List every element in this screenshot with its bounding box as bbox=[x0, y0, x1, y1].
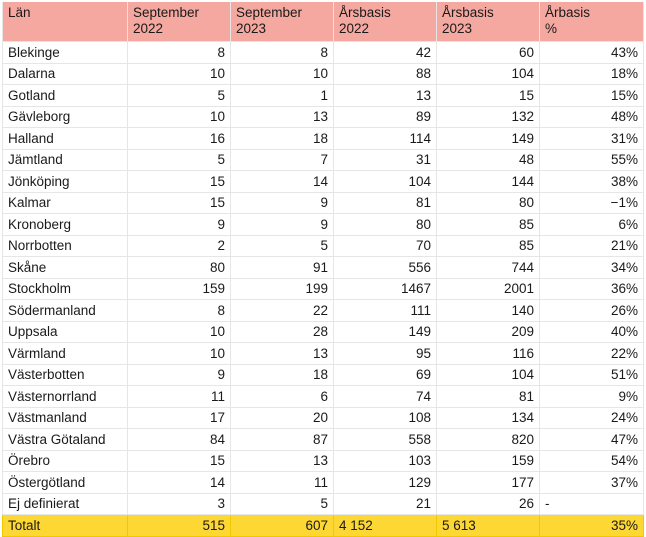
table-row bbox=[3, 149, 644, 171]
column-header-arsbasis-2023 bbox=[437, 2, 540, 42]
cell-arbasis-percent: 48% bbox=[540, 106, 644, 128]
table-row bbox=[3, 450, 644, 472]
cell-arbasis-percent: 18% bbox=[540, 63, 644, 85]
cell-arsbasis-2022: 103 bbox=[334, 450, 437, 472]
cell-county-name: Västmanland bbox=[3, 407, 128, 429]
column-header-sublabel: 2023 bbox=[442, 21, 473, 36]
table-row bbox=[3, 85, 644, 107]
cell-september-2023: 10 bbox=[231, 63, 334, 85]
column-header-september-2022 bbox=[128, 2, 231, 42]
cell-arsbasis-2023: 48 bbox=[437, 149, 540, 171]
column-header-label: Årbasis bbox=[545, 5, 591, 20]
table-row bbox=[3, 235, 644, 257]
column-header-arbasis-percent bbox=[540, 2, 644, 42]
cell-arbasis-percent: 9% bbox=[540, 386, 644, 408]
column-header-sublabel: 2022 bbox=[339, 21, 370, 36]
cell-september-2022: 9 bbox=[128, 214, 231, 236]
cell-arbasis-percent: 21% bbox=[540, 235, 644, 257]
table-row bbox=[3, 171, 644, 193]
cell-september-2023: 28 bbox=[231, 321, 334, 343]
cell-september-2023: 87 bbox=[231, 429, 334, 451]
cell-arsbasis-2023: 159 bbox=[437, 450, 540, 472]
cell-county-name: Kronoberg bbox=[3, 214, 128, 236]
table-row bbox=[3, 472, 644, 494]
cell-arsbasis-2022: 1467 bbox=[334, 278, 437, 300]
cell-arsbasis-2022: 108 bbox=[334, 407, 437, 429]
cell-september-2022: 15 bbox=[128, 171, 231, 193]
cell-arsbasis-2023: 2001 bbox=[437, 278, 540, 300]
cell-arsbasis-2022: 129 bbox=[334, 472, 437, 494]
header-row bbox=[3, 2, 644, 42]
cell-county-name: Uppsala bbox=[3, 321, 128, 343]
cell-arbasis-percent: - bbox=[540, 493, 644, 515]
cell-arbasis-percent: 43% bbox=[540, 42, 644, 64]
cell-september-2022: 15 bbox=[128, 192, 231, 214]
table-row bbox=[3, 321, 644, 343]
cell-arbasis-percent: 26% bbox=[540, 300, 644, 322]
cell-arsbasis-2023: 744 bbox=[437, 257, 540, 279]
cell-arsbasis-2023: 60 bbox=[437, 42, 540, 64]
total-september-2023: 607 bbox=[231, 515, 334, 537]
cell-arbasis-percent: 40% bbox=[540, 321, 644, 343]
cell-arsbasis-2023: 15 bbox=[437, 85, 540, 107]
cell-arsbasis-2022: 558 bbox=[334, 429, 437, 451]
column-header-sublabel: % bbox=[545, 21, 558, 36]
cell-september-2022: 5 bbox=[128, 149, 231, 171]
total-september-2022: 515 bbox=[128, 515, 231, 537]
cell-september-2023: 13 bbox=[231, 343, 334, 365]
cell-arbasis-percent: 36% bbox=[540, 278, 644, 300]
cell-county-name: Gävleborg bbox=[3, 106, 128, 128]
cell-arsbasis-2022: 74 bbox=[334, 386, 437, 408]
table-body bbox=[3, 42, 644, 515]
table-row bbox=[3, 386, 644, 408]
table-row bbox=[3, 429, 644, 451]
table-row bbox=[3, 63, 644, 85]
cell-september-2023: 20 bbox=[231, 407, 334, 429]
table-row bbox=[3, 192, 644, 214]
county-statistics-table bbox=[2, 2, 644, 537]
table-row bbox=[3, 343, 644, 365]
cell-september-2022: 10 bbox=[128, 343, 231, 365]
cell-arbasis-percent: 47% bbox=[540, 429, 644, 451]
cell-arsbasis-2023: 80 bbox=[437, 192, 540, 214]
table-row bbox=[3, 364, 644, 386]
cell-county-name: Jämtland bbox=[3, 149, 128, 171]
cell-arsbasis-2022: 31 bbox=[334, 149, 437, 171]
cell-arsbasis-2023: 209 bbox=[437, 321, 540, 343]
cell-county-name: Västernorrland bbox=[3, 386, 128, 408]
cell-september-2022: 11 bbox=[128, 386, 231, 408]
cell-september-2023: 18 bbox=[231, 364, 334, 386]
cell-september-2022: 14 bbox=[128, 472, 231, 494]
cell-arbasis-percent: 55% bbox=[540, 149, 644, 171]
cell-arsbasis-2022: 89 bbox=[334, 106, 437, 128]
cell-september-2023: 18 bbox=[231, 128, 334, 150]
cell-arsbasis-2023: 85 bbox=[437, 214, 540, 236]
total-arbasis-percent: 35% bbox=[540, 515, 644, 537]
cell-september-2023: 13 bbox=[231, 450, 334, 472]
total-label: Totalt bbox=[3, 515, 128, 537]
cell-arsbasis-2023: 820 bbox=[437, 429, 540, 451]
cell-county-name: Kalmar bbox=[3, 192, 128, 214]
table-row bbox=[3, 128, 644, 150]
cell-september-2023: 14 bbox=[231, 171, 334, 193]
cell-arsbasis-2023: 116 bbox=[437, 343, 540, 365]
cell-september-2023: 5 bbox=[231, 493, 334, 515]
table-row bbox=[3, 407, 644, 429]
cell-arsbasis-2022: 80 bbox=[334, 214, 437, 236]
cell-arbasis-percent: 6% bbox=[540, 214, 644, 236]
cell-arsbasis-2023: 104 bbox=[437, 364, 540, 386]
cell-arsbasis-2023: 81 bbox=[437, 386, 540, 408]
cell-september-2022: 9 bbox=[128, 364, 231, 386]
cell-arsbasis-2022: 69 bbox=[334, 364, 437, 386]
cell-county-name: Skåne bbox=[3, 257, 128, 279]
cell-county-name: Blekinge bbox=[3, 42, 128, 64]
cell-arsbasis-2022: 13 bbox=[334, 85, 437, 107]
table-footer bbox=[3, 515, 644, 537]
cell-arsbasis-2022: 95 bbox=[334, 343, 437, 365]
cell-county-name: Norrbotten bbox=[3, 235, 128, 257]
cell-september-2022: 2 bbox=[128, 235, 231, 257]
cell-arbasis-percent: 51% bbox=[540, 364, 644, 386]
cell-arsbasis-2022: 81 bbox=[334, 192, 437, 214]
cell-september-2023: 5 bbox=[231, 235, 334, 257]
cell-county-name: Värmland bbox=[3, 343, 128, 365]
cell-county-name: Östergötland bbox=[3, 472, 128, 494]
cell-september-2022: 8 bbox=[128, 300, 231, 322]
cell-arsbasis-2023: 149 bbox=[437, 128, 540, 150]
cell-september-2022: 17 bbox=[128, 407, 231, 429]
table-row bbox=[3, 106, 644, 128]
cell-september-2023: 199 bbox=[231, 278, 334, 300]
column-header-sublabel: 2022 bbox=[133, 21, 164, 36]
cell-arbasis-percent: 31% bbox=[540, 128, 644, 150]
cell-arsbasis-2023: 140 bbox=[437, 300, 540, 322]
cell-september-2023: 22 bbox=[231, 300, 334, 322]
table-container bbox=[2, 2, 643, 537]
cell-arbasis-percent: 38% bbox=[540, 171, 644, 193]
column-header-label: Årsbasis bbox=[442, 5, 494, 20]
column-header-label: Årsbasis bbox=[339, 5, 391, 20]
cell-arbasis-percent: 22% bbox=[540, 343, 644, 365]
cell-arbasis-percent: −1% bbox=[540, 192, 644, 214]
cell-county-name: Gotland bbox=[3, 85, 128, 107]
cell-september-2022: 10 bbox=[128, 321, 231, 343]
cell-county-name: Ej definierat bbox=[3, 493, 128, 515]
total-arsbasis-2022: 4 152 bbox=[334, 515, 437, 537]
cell-september-2023: 91 bbox=[231, 257, 334, 279]
cell-september-2023: 11 bbox=[231, 472, 334, 494]
cell-arbasis-percent: 34% bbox=[540, 257, 644, 279]
total-row bbox=[3, 515, 644, 537]
cell-county-name: Dalarna bbox=[3, 63, 128, 85]
cell-september-2023: 9 bbox=[231, 192, 334, 214]
table-row bbox=[3, 300, 644, 322]
cell-county-name: Jönköping bbox=[3, 171, 128, 193]
cell-september-2023: 7 bbox=[231, 149, 334, 171]
cell-county-name: Halland bbox=[3, 128, 128, 150]
cell-arsbasis-2022: 21 bbox=[334, 493, 437, 515]
cell-september-2022: 8 bbox=[128, 42, 231, 64]
cell-september-2022: 5 bbox=[128, 85, 231, 107]
column-header-arsbasis-2022 bbox=[334, 2, 437, 42]
cell-arbasis-percent: 15% bbox=[540, 85, 644, 107]
cell-arsbasis-2023: 134 bbox=[437, 407, 540, 429]
cell-arsbasis-2023: 144 bbox=[437, 171, 540, 193]
cell-arsbasis-2022: 556 bbox=[334, 257, 437, 279]
cell-arbasis-percent: 37% bbox=[540, 472, 644, 494]
cell-arsbasis-2022: 104 bbox=[334, 171, 437, 193]
cell-september-2023: 8 bbox=[231, 42, 334, 64]
column-header-september-2023 bbox=[231, 2, 334, 42]
cell-county-name: Stockholm bbox=[3, 278, 128, 300]
cell-september-2023: 6 bbox=[231, 386, 334, 408]
cell-arsbasis-2022: 88 bbox=[334, 63, 437, 85]
column-header-sublabel: 2023 bbox=[236, 21, 267, 36]
column-header-label: September bbox=[133, 5, 200, 20]
cell-september-2022: 10 bbox=[128, 63, 231, 85]
table-row bbox=[3, 278, 644, 300]
total-arsbasis-2023: 5 613 bbox=[437, 515, 540, 537]
column-header-label: September bbox=[236, 5, 303, 20]
cell-county-name: Västra Götaland bbox=[3, 429, 128, 451]
table-row bbox=[3, 214, 644, 236]
cell-arsbasis-2022: 70 bbox=[334, 235, 437, 257]
cell-september-2023: 9 bbox=[231, 214, 334, 236]
cell-arsbasis-2023: 26 bbox=[437, 493, 540, 515]
table-row bbox=[3, 257, 644, 279]
cell-arbasis-percent: 24% bbox=[540, 407, 644, 429]
cell-arsbasis-2023: 85 bbox=[437, 235, 540, 257]
cell-arsbasis-2022: 111 bbox=[334, 300, 437, 322]
column-header-label: Län bbox=[8, 5, 31, 20]
cell-arsbasis-2022: 42 bbox=[334, 42, 437, 64]
cell-september-2022: 3 bbox=[128, 493, 231, 515]
table-row bbox=[3, 493, 644, 515]
table-row bbox=[3, 42, 644, 64]
column-header-lan bbox=[3, 2, 128, 42]
cell-arsbasis-2023: 177 bbox=[437, 472, 540, 494]
cell-arsbasis-2022: 149 bbox=[334, 321, 437, 343]
cell-september-2023: 13 bbox=[231, 106, 334, 128]
cell-september-2022: 10 bbox=[128, 106, 231, 128]
cell-september-2022: 16 bbox=[128, 128, 231, 150]
cell-arsbasis-2023: 104 bbox=[437, 63, 540, 85]
cell-arsbasis-2023: 132 bbox=[437, 106, 540, 128]
cell-county-name: Örebro bbox=[3, 450, 128, 472]
cell-september-2022: 80 bbox=[128, 257, 231, 279]
table-header bbox=[3, 2, 644, 42]
cell-september-2022: 15 bbox=[128, 450, 231, 472]
cell-september-2023: 1 bbox=[231, 85, 334, 107]
cell-county-name: Västerbotten bbox=[3, 364, 128, 386]
cell-september-2022: 159 bbox=[128, 278, 231, 300]
cell-arbasis-percent: 54% bbox=[540, 450, 644, 472]
cell-september-2022: 84 bbox=[128, 429, 231, 451]
cell-county-name: Södermanland bbox=[3, 300, 128, 322]
cell-arsbasis-2022: 114 bbox=[334, 128, 437, 150]
